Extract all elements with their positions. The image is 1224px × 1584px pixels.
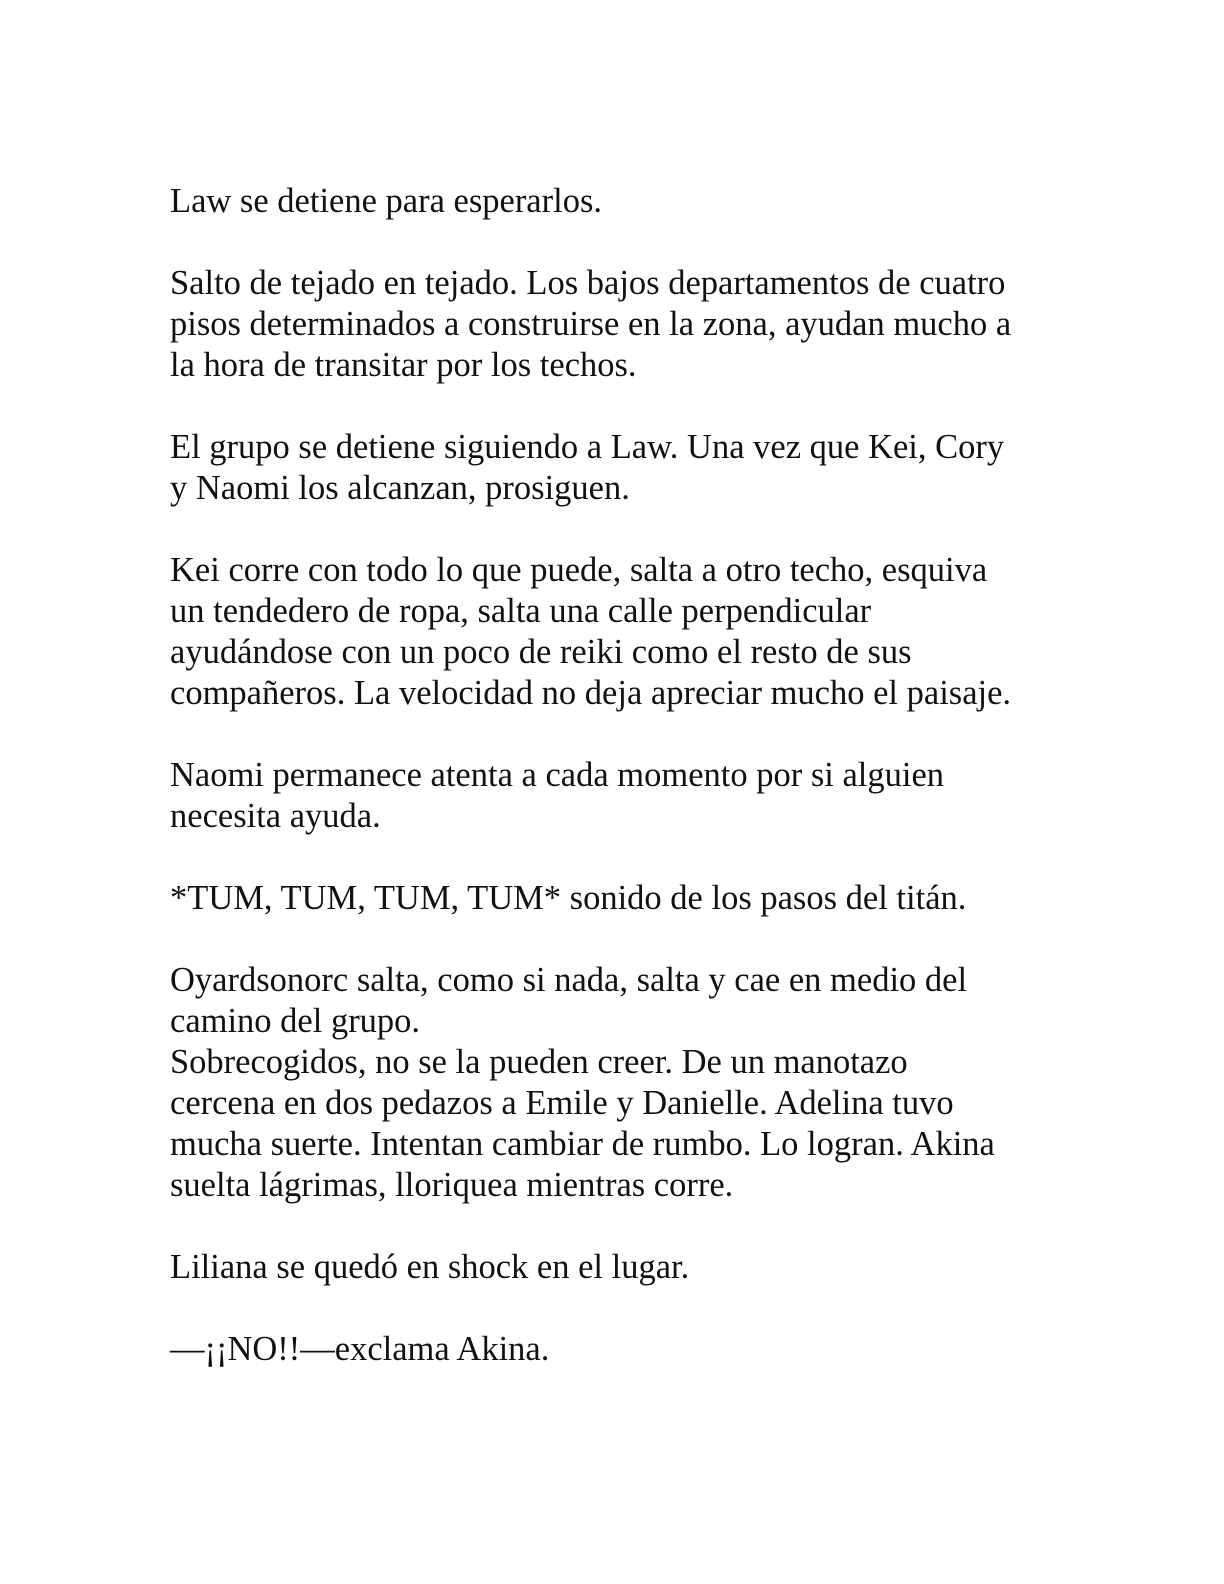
- text-line: necesita ayuda.: [170, 797, 381, 835]
- text-line: Law se detiene para esperarlos.: [170, 182, 602, 220]
- paragraph: [170, 181, 1070, 222]
- paragraph: [170, 1247, 1070, 1288]
- paragraph: [170, 1329, 1070, 1370]
- text-line: y Naomi los alcanzan, prosiguen.: [170, 469, 630, 507]
- text-line: El grupo se detiene siguiendo a Law. Una vez que Kei, Cory: [170, 428, 1005, 466]
- text-line: Liliana se quedó en shock en el lugar.: [170, 1248, 690, 1286]
- text-line: Naomi permanece atenta a cada momento por si alguien: [170, 756, 945, 794]
- body-text: [170, 181, 1070, 1411]
- text-line: pisos determinados a construirse en la zona, ayudan mucho a: [170, 305, 1012, 343]
- text-line: suelta lágrimas, lloriquea mientras corre.: [170, 1166, 734, 1204]
- paragraph: [170, 550, 1070, 714]
- text-line: ayudándose con un poco de reiki como el resto de sus: [170, 633, 912, 671]
- text-line: mucha suerte. Intentan cambiar de rumbo. Lo logran. Akina: [170, 1125, 995, 1163]
- text-line: la hora de transitar por los techos.: [170, 346, 637, 384]
- text-line: Oyardsonorc salta, como si nada, salta y cae en medio del: [170, 961, 968, 999]
- paragraph: [170, 878, 1070, 919]
- text-line: compañeros. La velocidad no deja apreciar mucho el paisaje.: [170, 674, 1012, 712]
- paragraph: [170, 960, 1070, 1042]
- text-line: camino del grupo.: [170, 1002, 421, 1040]
- text-line: —¡¡NO!!—exclama Akina.: [170, 1330, 550, 1368]
- text-line: Sobrecogidos, no se la pueden creer. De un manotazo: [170, 1043, 908, 1081]
- text-line: Kei corre con todo lo que puede, salta a otro techo, esquiva: [170, 551, 988, 589]
- text-line: un tendedero de ropa, salta una calle perpendicular: [170, 592, 872, 630]
- paragraph: [170, 263, 1070, 386]
- paragraph: [170, 755, 1070, 837]
- text-line: cercena en dos pedazos a Emile y Danielle. Adelina tuvo: [170, 1084, 954, 1122]
- text-line: Salto de tejado en tejado. Los bajos departamentos de cuatro: [170, 264, 1006, 302]
- paragraph: [170, 427, 1070, 509]
- paragraph: [170, 1042, 1070, 1206]
- text-line: *TUM, TUM, TUM, TUM* sonido de los pasos del titán.: [170, 879, 967, 917]
